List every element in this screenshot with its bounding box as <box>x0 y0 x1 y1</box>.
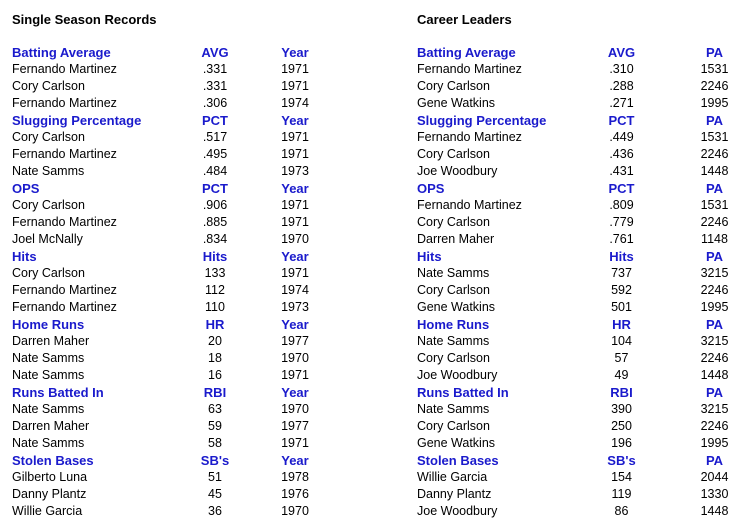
player-name: Cory Carlson <box>417 419 490 433</box>
column-header-secondary: Year <box>281 317 309 332</box>
player-name: Willie Garcia <box>12 504 83 518</box>
column-header-secondary: PA <box>705 385 724 400</box>
player-name: Fernando Martinez <box>12 300 117 314</box>
secondary-value: 1995 <box>700 436 729 450</box>
player-name: Cory Carlson <box>12 198 85 212</box>
stat-value: 45 <box>208 487 222 501</box>
stat-value: 16 <box>208 368 222 382</box>
stat-value: .288 <box>609 79 634 93</box>
player-name: Gene Watkins <box>417 436 496 450</box>
section-label: Slugging Percentage <box>417 113 547 128</box>
stat-value: 63 <box>208 402 222 416</box>
player-name: Fernando Martinez <box>12 62 117 76</box>
stat-value: .306 <box>202 96 228 110</box>
column-header-secondary: PA <box>705 249 724 264</box>
stat-value: 133 <box>204 266 226 280</box>
column-header-secondary: PA <box>705 453 724 468</box>
stat-value: 110 <box>205 300 225 314</box>
player-name: Cory Carlson <box>417 351 490 365</box>
secondary-value: 2246 <box>700 147 729 161</box>
secondary-value: 1970 <box>281 402 309 416</box>
stat-value: 250 <box>611 419 632 433</box>
player-name: Danny Plantz <box>12 487 87 501</box>
secondary-value: 1976 <box>281 487 309 501</box>
secondary-value: 2246 <box>700 283 729 297</box>
career-leaders-title: Career Leaders <box>417 12 512 27</box>
stat-value: 57 <box>614 351 629 365</box>
player-name: Nate Samms <box>12 368 85 382</box>
column-header-stat: PCT <box>608 181 635 196</box>
section-label: Hits <box>417 249 442 264</box>
secondary-value: 1971 <box>281 79 309 93</box>
single-season-title: Single Season Records <box>12 12 157 27</box>
column-header-stat: PCT <box>608 113 635 128</box>
secondary-value: 1977 <box>281 419 309 433</box>
stat-value: .885 <box>202 215 228 229</box>
player-name: Cory Carlson <box>417 147 490 161</box>
stat-value: .517 <box>202 130 228 144</box>
secondary-value: 3215 <box>700 334 729 348</box>
stat-value: 86 <box>614 504 629 518</box>
section-label: Runs Batted In <box>12 385 104 400</box>
stat-value: 390 <box>611 402 632 416</box>
secondary-value: 2246 <box>700 79 729 93</box>
player-name: Nate Samms <box>12 402 85 416</box>
stat-value: 51 <box>208 470 222 484</box>
column-header-stat: RBI <box>610 385 633 400</box>
section-label: OPS <box>12 181 40 196</box>
stat-value: 501 <box>611 300 632 314</box>
column-header-secondary: PA <box>705 113 724 128</box>
player-name: Willie Garcia <box>417 470 488 484</box>
stat-value: 59 <box>208 419 222 433</box>
secondary-value: 1448 <box>700 504 729 518</box>
stat-value: 119 <box>611 487 632 501</box>
section-label: Home Runs <box>12 317 85 332</box>
stat-value: .449 <box>609 130 634 144</box>
section-label: Home Runs <box>417 317 490 332</box>
column-header-secondary: Year <box>281 45 309 60</box>
player-name: Nate Samms <box>417 402 490 416</box>
player-name: Fernando Martinez <box>417 198 522 212</box>
player-name: Joe Woodbury <box>417 368 498 382</box>
secondary-value: 2246 <box>700 215 729 229</box>
secondary-value: 1531 <box>700 130 729 144</box>
column-header-secondary: PA <box>705 181 724 196</box>
column-header-secondary: PA <box>705 45 724 60</box>
stat-value: 737 <box>611 266 632 280</box>
section-label: Stolen Bases <box>417 453 499 468</box>
column-header-stat: AVG <box>201 45 229 60</box>
secondary-value: 1448 <box>700 164 729 178</box>
stat-value: 592 <box>611 283 632 297</box>
stat-value: .271 <box>609 96 634 110</box>
stat-value: .809 <box>609 198 634 212</box>
stat-value: .431 <box>609 164 634 178</box>
secondary-value: 1970 <box>281 351 309 365</box>
secondary-value: 1971 <box>281 368 309 382</box>
column-header-stat: PCT <box>202 181 228 196</box>
secondary-value: 1971 <box>281 266 309 280</box>
secondary-value: 2246 <box>700 419 729 433</box>
stat-value: 36 <box>208 504 222 518</box>
secondary-value: 1971 <box>281 198 309 212</box>
player-name: Gilberto Luna <box>12 470 88 484</box>
column-header-stat: SB's <box>200 453 230 468</box>
player-name: Fernando Martinez <box>417 130 522 144</box>
secondary-value: 2246 <box>700 351 729 365</box>
secondary-value: 1974 <box>281 96 309 110</box>
section-label: Runs Batted In <box>417 385 509 400</box>
column-header-stat: AVG <box>607 45 636 60</box>
stat-value: .834 <box>202 232 228 246</box>
secondary-value: 3215 <box>700 402 729 416</box>
section-label: Slugging Percentage <box>12 113 142 128</box>
player-name: Fernando Martinez <box>12 283 117 297</box>
stat-value: 104 <box>611 334 632 348</box>
stat-value: 154 <box>611 470 632 484</box>
secondary-value: 1971 <box>281 147 309 161</box>
stat-value: .331 <box>202 79 228 93</box>
secondary-value: 1448 <box>700 368 729 382</box>
column-header-stat: SB's <box>607 453 636 468</box>
player-name: Fernando Martinez <box>12 215 117 229</box>
stat-value: .484 <box>202 164 228 178</box>
secondary-value: 1971 <box>281 62 309 76</box>
section-label: OPS <box>417 181 445 196</box>
player-name: Gene Watkins <box>417 300 496 314</box>
stat-value: .310 <box>609 62 634 76</box>
secondary-value: 1971 <box>281 215 309 229</box>
stat-value: 196 <box>611 436 632 450</box>
section-label: Batting Average <box>12 45 111 60</box>
secondary-value: 1970 <box>281 504 309 518</box>
column-header-secondary: Year <box>281 249 309 264</box>
player-name: Cory Carlson <box>12 130 85 144</box>
column-header-stat: HR <box>205 317 225 332</box>
player-name: Nate Samms <box>12 351 85 365</box>
stat-value: 49 <box>614 368 629 382</box>
secondary-value: 1148 <box>701 232 728 246</box>
stat-value: 112 <box>205 283 225 297</box>
column-header-secondary: PA <box>705 317 724 332</box>
player-name: Cory Carlson <box>12 79 85 93</box>
secondary-value: 1971 <box>281 130 309 144</box>
player-name: Fernando Martinez <box>12 96 117 110</box>
player-name: Nate Samms <box>12 164 85 178</box>
stat-value: .331 <box>202 62 228 76</box>
stat-value: 20 <box>208 334 222 348</box>
secondary-value: 1970 <box>281 232 309 246</box>
secondary-value: 1978 <box>281 470 309 484</box>
secondary-value: 2044 <box>700 470 729 484</box>
stat-value: .761 <box>609 232 634 246</box>
section-label: Stolen Bases <box>12 453 94 468</box>
column-header-stat: PCT <box>202 113 228 128</box>
player-name: Joel McNally <box>12 232 83 246</box>
player-name: Nate Samms <box>417 334 490 348</box>
secondary-value: 1971 <box>281 436 309 450</box>
player-name: Darren Maher <box>417 232 495 246</box>
secondary-value: 1330 <box>700 487 729 501</box>
stat-value: .906 <box>202 198 228 212</box>
stat-value: .436 <box>609 147 634 161</box>
section-label: Batting Average <box>417 45 516 60</box>
column-header-secondary: Year <box>281 181 309 196</box>
column-header-secondary: Year <box>281 113 309 128</box>
column-header-secondary: Year <box>281 385 309 400</box>
secondary-value: 1974 <box>281 283 309 297</box>
player-name: Cory Carlson <box>417 79 490 93</box>
secondary-value: 1977 <box>281 334 309 348</box>
secondary-value: 3215 <box>700 266 729 280</box>
secondary-value: 1995 <box>700 300 729 314</box>
player-name: Cory Carlson <box>417 283 490 297</box>
player-name: Joe Woodbury <box>417 504 498 518</box>
secondary-value: 1973 <box>281 164 309 178</box>
stat-value: 58 <box>208 436 222 450</box>
player-name: Cory Carlson <box>12 266 85 280</box>
stat-value: .495 <box>202 147 228 161</box>
column-header-stat: HR <box>612 317 631 332</box>
secondary-value: 1531 <box>700 62 729 76</box>
player-name: Danny Plantz <box>417 487 492 501</box>
player-name: Joe Woodbury <box>417 164 498 178</box>
player-name: Darren Maher <box>12 419 90 433</box>
player-name: Fernando Martinez <box>417 62 522 76</box>
stat-value: 18 <box>208 351 222 365</box>
stat-value: .779 <box>609 215 634 229</box>
column-header-stat: Hits <box>202 249 228 264</box>
section-label: Hits <box>12 249 37 264</box>
player-name: Gene Watkins <box>417 96 496 110</box>
player-name: Cory Carlson <box>417 215 490 229</box>
secondary-value: 1531 <box>700 198 729 212</box>
column-header-secondary: Year <box>281 453 309 468</box>
column-header-stat: Hits <box>609 249 634 264</box>
secondary-value: 1973 <box>281 300 309 314</box>
column-header-stat: RBI <box>203 385 227 400</box>
secondary-value: 1995 <box>700 96 729 110</box>
player-name: Nate Samms <box>417 266 490 280</box>
player-name: Nate Samms <box>12 436 85 450</box>
player-name: Fernando Martinez <box>12 147 117 161</box>
player-name: Darren Maher <box>12 334 90 348</box>
